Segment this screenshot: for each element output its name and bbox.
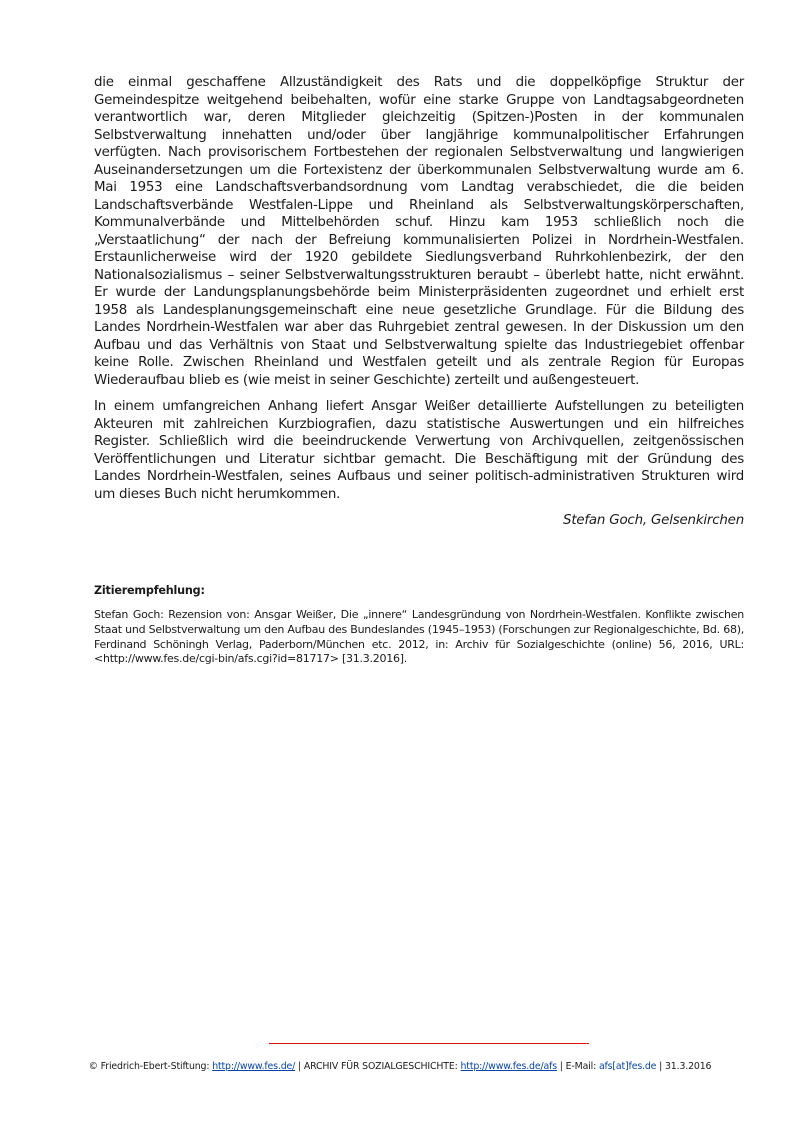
footer-divider xyxy=(269,1043,589,1044)
citation-heading: Zitierempfehlung: xyxy=(94,584,205,597)
page-footer xyxy=(0,1061,800,1072)
footer-archive-link[interactable]: http://www.fes.de/afs xyxy=(460,1061,557,1072)
footer-archive-label: | ARCHIV FÜR SOZIALGESCHICHTE: xyxy=(298,1061,458,1072)
review-body xyxy=(94,74,744,528)
footer-email-label: | E-Mail: xyxy=(559,1061,597,1072)
footer-email[interactable]: afs[at]fes.de xyxy=(598,1061,657,1072)
footer-publisher: © Friedrich-Ebert-Stiftung: xyxy=(88,1061,210,1072)
author-signature: Stefan Goch, Gelsenkirchen xyxy=(563,513,744,528)
body-paragraph-1: die einmal geschaffene Allzuständigkeit des Rats und die doppelköpfige Struktur der Gemeindespitze weitgehend beibehalten, wofür eine starke Gruppe von Landtagsabgeordneten verantwortlich war, deren Mitglieder gleichzeitig (Spitzen-)Posten in der kommunalen Selbstverwaltung innehatten und/oder über langjährige kommunalpolitischer Erfahrungen verfügten. Nach provisorischem Fortbestehen der regionalen Selbstverwaltung und langwierigen Auseinandersetzungen um die Fortexistenz der überkommunalen Selbstverwaltung wurde am 6. Mai 1953 eine Landschaftsverbandsordnung vom Landtag verabschiedet, die die beiden Landschaftsverbände Westfalen-Lippe und Rheinland als Selbstverwaltungskörperschaften, Kommunalverbände und Mittelbehörden schuf. Hinzu kam 1953 schließlich noch die „Verstaatlichung“ der nach der Befreiung kommunalisierten Polizei in Nordrhein-Westfalen. Erstaunlicherweise wird der 1920 gebildete Siedlungsverband Ruhrkohlenbezirk, der den Nationalsozialismus – seiner Selbstverwaltungsstrukturen beraubt – überlebt hatte, nicht erwähnt. Er wurde der Landungsplanungsbehörde beim Ministerpräsidenten zugeordnet und erhielt erst 1958 als Landesplanungsgemeinschaft eine neue gesetzliche Grundlage. Für die Bildung des Landes Nordrhein-Westfalen war aber das Ruhrgebiet zentral gewesen. In der Diskussion um den Aufbau und das Verhältnis von Staat und Selbstverwaltung spielte das Industriegebiet offenbar keine Rolle. Zwischen Rheinland und Westfalen geteilt und als zentrale Region für Europas Wiederaufbau blieb es (wie meist in seiner Geschichte) zerteilt und außengesteuert. xyxy=(94,75,744,388)
footer-publisher-link[interactable]: http://www.fes.de/ xyxy=(212,1061,296,1072)
footer-date: | 31.3.2016 xyxy=(659,1061,712,1072)
citation-text: Stefan Goch: Rezension von: Ansgar Weißer, Die „innere“ Landesgründung von Nordrhein-Westfalen. Konflikte zwischen Staat und Selbstverwaltung um den Aufbau des Bundeslandes (1945–1953) (Forschungen zur Regionalgeschichte, Bd. 68), Ferdinand Schöningh Verlag, Paderborn/München etc. 2012, in: Archiv für Sozialgeschichte (online) 56, 2016, URL: <http://www.fes.de/cgi-bin/afs.cgi?id=81717> [31.3.2016]. xyxy=(94,608,744,666)
body-paragraph-2: In einem umfangreichen Anhang liefert Ansgar Weißer detaillierte Aufstellungen zu beteiligten Akteuren mit zahlreichen Kurzbiografien, dazu statistische Auswertungen und ein hilfreiches Register. Schließlich wird die beeindruckende Verwertung von Archivquellen, zeitgenössischen Veröffentlichungen und Literatur sichtbar gemacht. Die Beschäftigung mit der Gründung des Landes Nordrhein-Westfalen, seines Aufbaus und seiner politisch-administrativen Strukturen wird um dieses Buch nicht herumkommen. xyxy=(94,399,744,502)
